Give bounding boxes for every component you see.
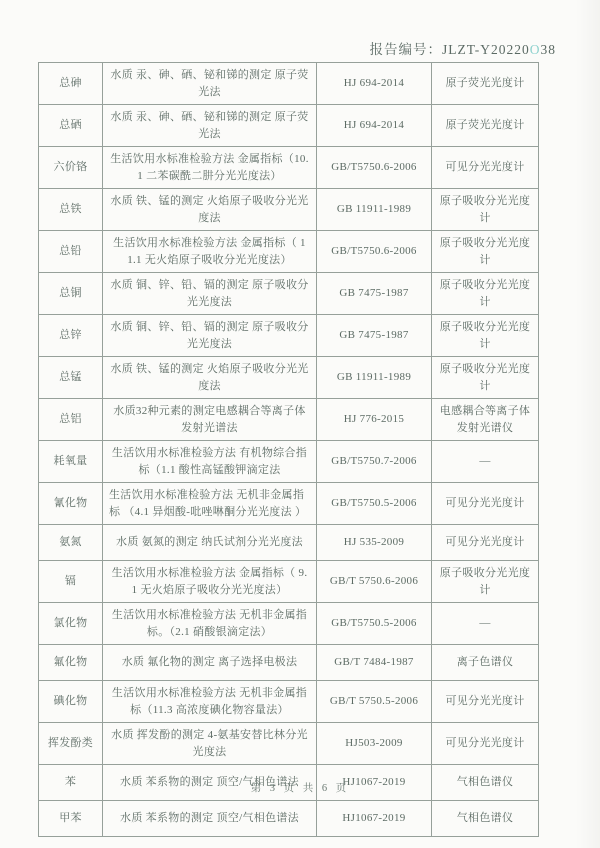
table-body (39, 63, 539, 837)
table-row (39, 63, 539, 105)
parameter-cell: 总硒 (39, 105, 103, 147)
table-row (39, 315, 539, 357)
instrument-cell: 原子吸收分光光度计 (432, 231, 539, 273)
method-cell: 生活饮用水标准检验方法 无机非金属指标 （4.1 异烟酸-吡唑啉酮分光光度法 ） (103, 483, 317, 525)
table-row (39, 603, 539, 645)
standard-number-cell: HJ 694-2014 (317, 105, 432, 147)
method-cell: 水质 汞、砷、硒、铋和锑的测定 原子荧光法 (103, 105, 317, 147)
parameter-cell: 碘化物 (39, 681, 103, 723)
standard-number-cell: GB/T 7484-1987 (317, 645, 432, 681)
instrument-cell: 电感耦合等离子体发射光谱仪 (432, 399, 539, 441)
method-cell: 生活饮用水标准检验方法 无机非金属指标。（2.1 硝酸银滴定法） (103, 603, 317, 645)
table-row (39, 189, 539, 231)
standard-number-cell: GB/T5750.5-2006 (317, 483, 432, 525)
table-row (39, 525, 539, 561)
method-cell: 水质 铜、锌、铅、镉的测定 原子吸收分光光度法 (103, 273, 317, 315)
parameter-cell: 耗氧量 (39, 441, 103, 483)
instrument-cell: — (432, 603, 539, 645)
standard-number-cell: GB 11911-1989 (317, 189, 432, 231)
instrument-cell: 原子吸收分光光度计 (432, 561, 539, 603)
instrument-cell: 可见分光光度计 (432, 723, 539, 765)
page-number: 第 3 页 共 6 页 (250, 783, 350, 794)
instrument-cell: 原子吸收分光光度计 (432, 315, 539, 357)
parameter-cell: 总铅 (39, 231, 103, 273)
standard-number-cell: GB/T5750.6-2006 (317, 231, 432, 273)
parameter-cell: 六价铬 (39, 147, 103, 189)
instrument-cell: 原子吸收分光光度计 (432, 357, 539, 399)
parameter-cell: 氯化物 (39, 603, 103, 645)
instrument-cell: 气相色谱仪 (432, 765, 539, 801)
parameter-cell: 苯 (39, 765, 103, 801)
standard-number-cell: HJ 776-2015 (317, 399, 432, 441)
standard-number-cell: GB/T5750.7-2006 (317, 441, 432, 483)
test-method-table (38, 62, 539, 837)
instrument-cell: 原子吸收分光光度计 (432, 273, 539, 315)
method-cell: 生活饮用水标准检验方法 金属指标（ 9.1 无火焰原子吸收分光光度法） (103, 561, 317, 603)
instrument-cell: 可见分光光度计 (432, 681, 539, 723)
report-number-prefix: JLZT-Y20220 (442, 42, 530, 57)
method-cell: 水质32种元素的测定电感耦合等离子体发射光谱法 (103, 399, 317, 441)
standard-number-cell: GB 7475-1987 (317, 273, 432, 315)
instrument-cell: 气相色谱仪 (432, 801, 539, 837)
report-number (370, 38, 557, 58)
method-cell: 生活饮用水标准检验方法 金属指标（ 11.1 无火焰原子吸收分光光度法） (103, 231, 317, 273)
table-row (39, 357, 539, 399)
table-row (39, 441, 539, 483)
parameter-cell: 总锌 (39, 315, 103, 357)
report-number-label: 报告编号： (369, 42, 442, 57)
method-cell: 水质 铜、锌、铅、镉的测定 原子吸收分光光度法 (103, 315, 317, 357)
standard-number-cell: HJ 535-2009 (317, 525, 432, 561)
standard-number-cell: HJ 694-2014 (317, 63, 432, 105)
method-cell: 水质 铁、锰的测定 火焰原子吸收分光光度法 (103, 357, 317, 399)
instrument-cell: 可见分光光度计 (432, 483, 539, 525)
parameter-cell: 总砷 (39, 63, 103, 105)
standard-number-cell: GB/T 5750.5-2006 (317, 681, 432, 723)
standard-number-cell: HJ1067-2019 (317, 765, 432, 801)
report-number-circle-mark: O (529, 42, 541, 57)
method-cell: 水质 挥发酚的测定 4-氨基安替比林分光光度法 (103, 723, 317, 765)
table-row (39, 399, 539, 441)
table-row (39, 645, 539, 681)
instrument-cell: 可见分光光度计 (432, 525, 539, 561)
parameter-cell: 总铝 (39, 399, 103, 441)
parameter-cell: 镉 (39, 561, 103, 603)
method-cell: 水质 苯系物的测定 顶空/气相色谱法 (103, 765, 317, 801)
report-number-suffix: 38 (540, 42, 556, 57)
method-cell: 生活饮用水标准检验方法 有机物综合指标（1.1 酸性高锰酸钾滴定法 (103, 441, 317, 483)
parameter-cell: 氨氮 (39, 525, 103, 561)
instrument-cell: 离子色谱仪 (432, 645, 539, 681)
parameter-cell: 氟化物 (39, 645, 103, 681)
method-cell: 水质 汞、砷、硒、铋和锑的测定 原子荧光法 (103, 63, 317, 105)
method-cell: 生活饮用水标准检验方法 无机非金属指标（11.3 高浓度碘化物容量法） (103, 681, 317, 723)
standard-number-cell: GB 7475-1987 (317, 315, 432, 357)
instrument-cell: 原子荧光光度计 (432, 63, 539, 105)
instrument-cell: 原子荧光光度计 (432, 105, 539, 147)
parameter-cell: 挥发酚类 (39, 723, 103, 765)
table-row (39, 147, 539, 189)
table-row (39, 723, 539, 765)
standard-number-cell: GB/T5750.6-2006 (317, 147, 432, 189)
instrument-cell: 原子吸收分光光度计 (432, 189, 539, 231)
parameter-cell: 氰化物 (39, 483, 103, 525)
method-cell: 水质 氨氮的测定 纳氏试剂分光光度法 (103, 525, 317, 561)
standard-number-cell: HJ1067-2019 (317, 801, 432, 837)
method-cell: 水质 氟化物的测定 离子选择电极法 (103, 645, 317, 681)
table-row (39, 681, 539, 723)
standard-number-cell: GB/T5750.5-2006 (317, 603, 432, 645)
method-cell: 水质 铁、锰的测定 火焰原子吸收分光光度法 (103, 189, 317, 231)
table-row (39, 231, 539, 273)
method-cell: 生活饮用水标准检验方法 金属指标（10.1 二苯碳酰二肼分光光度法） (103, 147, 317, 189)
standard-number-cell: HJ503-2009 (317, 723, 432, 765)
method-cell: 水质 苯系物的测定 顶空/气相色谱法 (103, 801, 317, 837)
table-row (39, 483, 539, 525)
parameter-cell: 总铁 (39, 189, 103, 231)
parameter-cell: 总锰 (39, 357, 103, 399)
table-row (39, 801, 539, 837)
parameter-cell: 甲苯 (39, 801, 103, 837)
instrument-cell: 可见分光光度计 (432, 147, 539, 189)
standard-number-cell: GB 11911-1989 (317, 357, 432, 399)
standard-number-cell: GB/T 5750.6-2006 (317, 561, 432, 603)
instrument-cell: — (432, 441, 539, 483)
parameter-cell: 总铜 (39, 273, 103, 315)
table-row (39, 105, 539, 147)
table-row (39, 273, 539, 315)
table-row (39, 561, 539, 603)
